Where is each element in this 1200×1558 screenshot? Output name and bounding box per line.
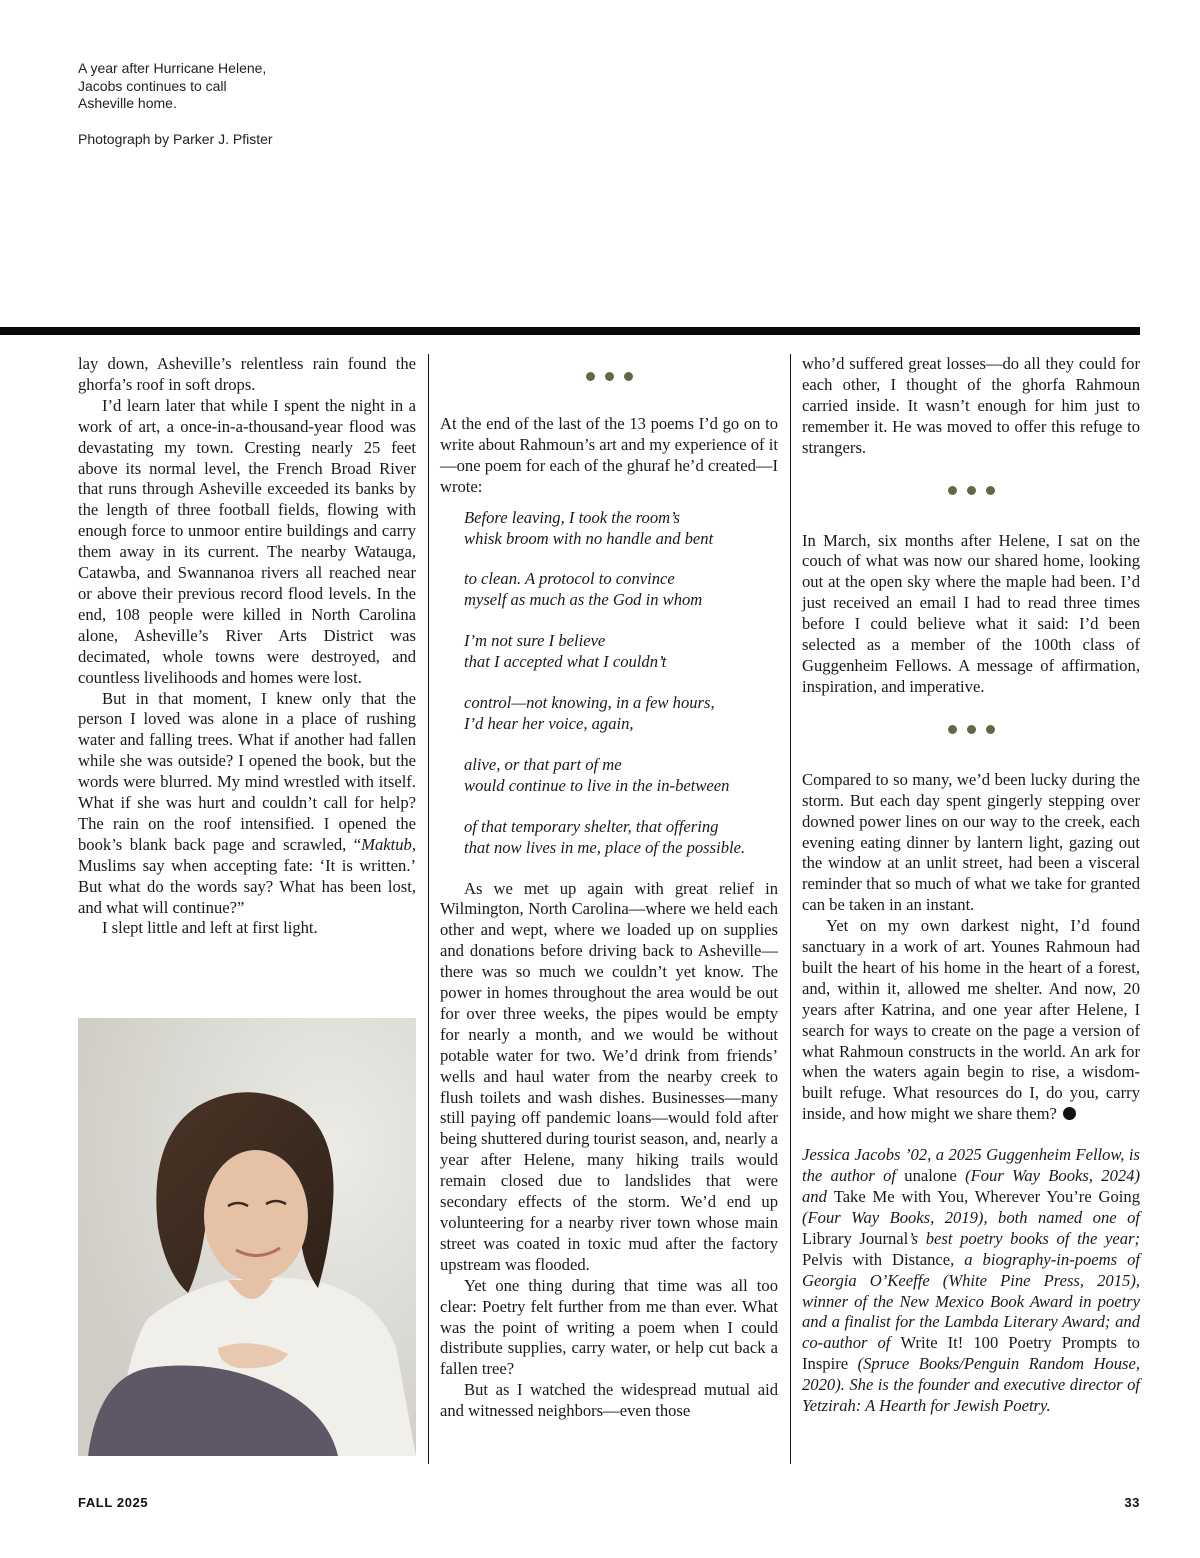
bio-fragment: Pelvis with Distance [802, 1249, 951, 1269]
column-divider-2 [790, 354, 791, 1464]
poem-line: I’d hear her voice, again, [464, 713, 634, 733]
caption-text: A year after Hurricane Helene, Jacobs continues to call Asheville home. [78, 60, 267, 111]
bio-fragment: Library Journal [802, 1228, 909, 1248]
col1-paragraph-2: I’d learn later that while I spent the night in a work of art, a once-in-a-thousand-year flood was devastating my town. Cresting nearly 25 feet above its normal level, the French Broad River that runs through Asheville exceeded its banks by the length of three football fields, flowing with enough force to unmoor entire buildings and carry them away in its current. The nearby Watauga, Catawba, and Swannanoa rivers all reached near or above their previous record flood levels. In the end, 108 people were killed in North Carolina alone, Asheville’s River Arts District was decimated, whole towns were destroyed, and countless livelihoods and homes were lost. [78, 395, 416, 687]
page-number: 33 [1124, 1495, 1140, 1510]
issue-label: FALL 2025 [78, 1495, 149, 1510]
col2-paragraph-1: As we met up again with great relief in Wilmington, North Carolina—where we held each other and wept, where we loaded up on supplies and donations before driving back to Asheville—there was so much we couldn’t yet know. The power in homes throughout the area would be out for over three weeks, the pipes would be empty for nearly a month, and we would be without potable water for two. We’d drink from friends’ wells and haul water from the nearby creek to flush toilets and wash dishes. Businesses—many still paying off pandemic loans—would fold after being shuttered during tourist season, and, nearly a year after Helene, many hiking trails would remain closed due to landslides that were secondary effects of the storm. We’d end up volunteering for a nearby river town whose main street was coated in toxic mud after the factory upstream was flooded. [440, 878, 778, 1274]
bio-fragment: , a biography-in-poems of Georgia O’Keeffe (White Pine Press, 2015), winner of the New Mexico Book Award in poetry and a finalist for the Lambda Literary Award; and co-author of [802, 1249, 1141, 1353]
poem [464, 508, 778, 859]
dot-icon [986, 725, 995, 734]
maktub-term: Maktub [361, 834, 412, 854]
col3-paragraph-4 [802, 916, 1140, 1125]
poem-line: Before leaving, I took the room’s [464, 507, 680, 527]
col1-paragraph-1: lay down, Asheville’s relentless rain found the ghorfa’s roof in soft drops. [78, 354, 416, 394]
col1-p3-part-b: , Muslims say when accepting fate: ‘It is written.’ But what do the words say? What has been lost, and what will continue?” [78, 834, 416, 917]
poem-line: would continue to live in the in-between [464, 775, 730, 795]
author-portrait [78, 1018, 416, 1456]
bio-fragment: Jessica Jacobs ’02, a 2025 Guggenheim Fellow, is the author of [802, 1145, 1140, 1186]
col2-intro: At the end of the last of the 13 poems I’d go on to write about Rahmoun’s art and my experience of it—one poem for each of the ghuraf he’d created—I wrote: [440, 414, 778, 496]
col1-paragraph-4: I slept little and left at first light. [102, 918, 318, 938]
end-mark-icon [1063, 1107, 1076, 1120]
poem-stanza [464, 631, 778, 673]
author-bio [802, 1145, 1140, 1417]
section-break [802, 708, 1140, 750]
bio-fragment: (Four Way Books, 2019), both named one of [802, 1207, 1140, 1227]
column-3 [802, 354, 1140, 1417]
section-break [440, 354, 778, 396]
poem-line: of that temporary shelter, that offering [464, 816, 719, 836]
dot-icon [948, 486, 957, 495]
dot-icon [967, 725, 976, 734]
poem-stanza [464, 693, 778, 735]
bio-fragment: (Spruce Books/Penguin Random House, 2020). She is the founder and executive director of Yetzirah: A Hearth for Jewish Poetry. [802, 1354, 1140, 1416]
col3-p4-text: Yet on my own darkest night, I’d found sanctuary in a work of art. Younes Rahmoun had built the heart of his home in the heart of a forest, and, within it, allowed me shelter. And now, 20 years after Katrina, and one year after Helene, I search for ways to create on the page a version of what Rahmoun constructs in the world. An ark for when the waters again begin to rise, a wisdom-built refuge. What resources do I, do you, carry inside, and how might we share them? [802, 916, 1140, 1124]
bio-fragment: unalone [904, 1166, 957, 1186]
poem-line: control—not knowing, in a few hours, [464, 693, 715, 713]
portrait-illustration [78, 1018, 416, 1456]
dot-icon [586, 372, 595, 381]
col2-paragraph-2: Yet one thing during that time was all too clear: Poetry felt further from me than ever. What was the point of writing a poem when I could distribute supplies, carry water, or help cut back a fallen tree? [440, 1275, 778, 1379]
dot-icon [948, 725, 957, 734]
photo-credit: Photograph by Parker J. Pfister [78, 130, 273, 147]
photo-caption [78, 60, 278, 166]
poem-line: whisk broom with no handle and bent [464, 528, 714, 548]
poem-stanza [464, 508, 778, 550]
bio-fragment: ’s best poetry books of the year; [908, 1228, 1140, 1248]
col1-paragraph-3 [78, 689, 416, 919]
column-1 [78, 354, 416, 939]
col3-paragraph-3: Compared to so many, we’d been lucky during the storm. But each day spent gingerly stepping over downed power lines on our way to the creek, each evening eating dinner by lantern light, gazing out the window at an unlit street, had been a visceral reminder that so much of what we take for granted can be taken in an instant. [802, 769, 1140, 915]
col1-p3-part-a: But in that moment, I knew only that the person I loved was alone in a place of rushing water and falling trees. What if another had fallen while she was outside? I opened the book, but the words were blurred. My mind wrestled with itself. What if she was hurt and couldn’t call for help? The rain on the roof intensified. I opened the book’s blank back page and scrawled, “ [78, 688, 416, 854]
poem-stanza [464, 569, 778, 611]
poem-line: alive, or that part of me [464, 754, 622, 774]
poem-line: I’m not sure I believe [464, 631, 606, 651]
bio-fragment: Write It! 100 Poetry Prompts to Inspire [802, 1333, 1140, 1374]
column-divider-1 [428, 354, 429, 1464]
dot-icon [967, 486, 976, 495]
section-rule [0, 327, 1140, 335]
poem-line: that I accepted what I couldn’t [464, 652, 667, 672]
poem-line: to clean. A protocol to convince [464, 569, 675, 589]
dot-icon [986, 486, 995, 495]
poem-line: myself as much as the God in whom [464, 590, 703, 610]
dot-icon [624, 372, 633, 381]
col3-paragraph-2: In March, six months after Helene, I sat on the couch of what was now our shared home, looking out at the open sky where the maple had been. I’d just received an email I had to read three times before I could believe what it said: I’d been selected as a member of the 100th class of Guggenheim Fellows. A message of affirmation, inspiration, and imperative. [802, 530, 1140, 696]
bio-fragment: (Four Way Books, 2024) and [802, 1166, 1140, 1206]
poem-stanza [464, 755, 778, 797]
section-break [802, 469, 1140, 511]
column-2 [440, 354, 778, 1422]
col3-paragraph-1: who’d suffered great losses—do all they could for each other, I thought of the ghorfa Rahmoun carried inside. It wasn’t enough for him just to remember it. He was moved to offer this refuge to strangers. [802, 354, 1140, 457]
col2-paragraph-3: But as I watched the widespread mutual aid and witnessed neighbors—even those [440, 1380, 778, 1421]
bio-fragment: Take Me with You, Wherever You’re Going [833, 1187, 1140, 1206]
poem-stanza [464, 817, 778, 859]
dot-icon [605, 372, 614, 381]
poem-line: that now lives in me, place of the possible. [464, 837, 746, 857]
